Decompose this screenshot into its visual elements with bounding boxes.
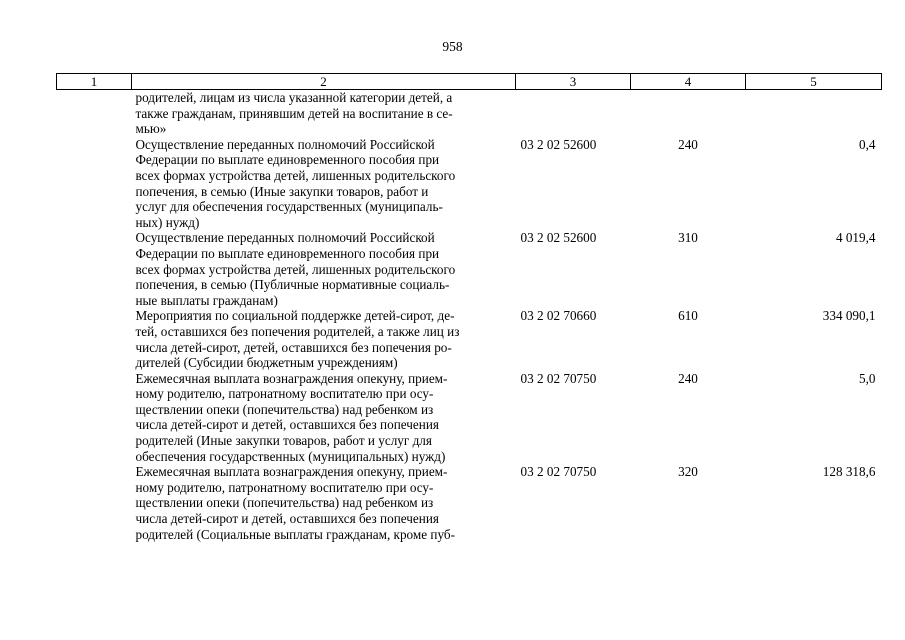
description-line: попечения, в семью (Иные закупки товаров, работ и	[135, 183, 429, 199]
row-number-cell	[57, 137, 132, 231]
row-expense-type: 320	[678, 464, 698, 480]
table-row	[57, 90, 882, 137]
description-line: всех формах устройства детей, лишенных родительского	[135, 167, 456, 183]
description-line: всех формах устройства детей, лишенных родительского	[135, 261, 456, 277]
description-line: тей, оставшихся без попечения родителей, а также лиц из	[135, 323, 460, 339]
table-body	[57, 90, 882, 543]
description-line: родителей (Социальные выплаты гражданам, кроме пуб-	[135, 526, 455, 542]
row-expense-type: 240	[678, 370, 698, 386]
row-amount	[746, 90, 882, 137]
description-line: числа детей-сирот, детей, оставшихся без попечения ро-	[135, 339, 452, 355]
row-code: 03 2 02 52600	[520, 136, 597, 152]
description-line: ному родителю, патронатному воспитателю при осу-	[135, 479, 434, 495]
table-row	[57, 137, 882, 231]
description-line: ществлении опеки (попечительства) над ребенком из	[135, 401, 434, 417]
description-line: ществлении опеки (попечительства) над ребенком из	[135, 495, 434, 511]
description-line: Федерации по выплате единовременного пособия при	[135, 245, 440, 261]
description-line: Осуществление переданных полномочий Российской	[135, 136, 435, 152]
description-line: мью»	[135, 121, 167, 137]
header-col-2: 2	[132, 74, 516, 90]
row-description	[132, 464, 516, 542]
row-number-cell	[57, 90, 132, 137]
row-description	[132, 308, 516, 370]
row-number-cell	[57, 230, 132, 308]
row-description	[132, 230, 516, 308]
description-line: Ежемесячная выплата вознаграждения опекуну, прием-	[135, 464, 448, 480]
table-row	[57, 308, 882, 370]
header-col-5: 5	[746, 74, 882, 90]
row-code: 03 2 02 52600	[520, 230, 597, 246]
row-amount: 5,0	[859, 370, 876, 386]
header-col-1: 1	[57, 74, 132, 90]
description-line: ных) нужд)	[135, 214, 200, 230]
description-line: Федерации по выплате единовременного пособия при	[135, 152, 440, 168]
description-line: также гражданам, принявшим детей на воспитание в се-	[135, 105, 453, 121]
row-number-cell	[57, 308, 132, 370]
table-header	[57, 74, 882, 90]
description-line: Мероприятия по социальной поддержке детей-сирот, де-	[135, 308, 455, 324]
description-line: обеспечения государственных (муниципальных) нужд)	[135, 448, 446, 464]
row-expense-type	[631, 90, 746, 137]
row-expense-type: 610	[678, 308, 698, 324]
row-amount: 0,4	[859, 136, 876, 152]
row-number-cell	[57, 371, 132, 465]
header-col-4: 4	[631, 74, 746, 90]
description-line: родителей, лицам из числа указанной категории детей, а	[135, 90, 453, 105]
description-line: родителей (Иные закупки товаров, работ и услуг для	[135, 433, 432, 449]
table-row	[57, 371, 882, 465]
table-row	[57, 464, 882, 542]
description-line: услуг для обеспечения государственных (муниципаль-	[135, 199, 443, 215]
description-line: попечения, в семью (Публичные нормативные социаль-	[135, 277, 450, 293]
description-line: Ежемесячная выплата вознаграждения опекуну, прием-	[135, 370, 448, 386]
description-line: числа детей-сирот и детей, оставшихся без попечения	[135, 511, 439, 527]
budget-table	[56, 73, 882, 542]
row-expense-type: 240	[678, 136, 698, 152]
page-number: 958	[442, 39, 463, 54]
row-description	[132, 90, 516, 137]
row-code: 03 2 02 70660	[520, 308, 597, 324]
row-code: 03 2 02 70750	[520, 464, 597, 480]
row-code	[516, 90, 631, 137]
row-description	[132, 137, 516, 231]
description-line: дителей (Субсидии бюджетным учреждениям)	[135, 355, 398, 371]
description-line: ному родителю, патронатному воспитателю при осу-	[135, 386, 434, 402]
row-expense-type: 310	[678, 230, 698, 246]
description-line: ные выплаты гражданам)	[135, 292, 278, 308]
row-description	[132, 371, 516, 465]
header-col-3: 3	[516, 74, 631, 90]
row-amount: 334 090,1	[822, 308, 876, 324]
table-row	[57, 230, 882, 308]
row-number-cell	[57, 464, 132, 542]
row-amount: 128 318,6	[822, 464, 876, 480]
description-line: Осуществление переданных полномочий Российской	[135, 230, 435, 246]
description-line: числа детей-сирот и детей, оставшихся без попечения	[135, 417, 439, 433]
row-code: 03 2 02 70750	[520, 370, 597, 386]
row-amount: 4 019,4	[835, 230, 876, 246]
